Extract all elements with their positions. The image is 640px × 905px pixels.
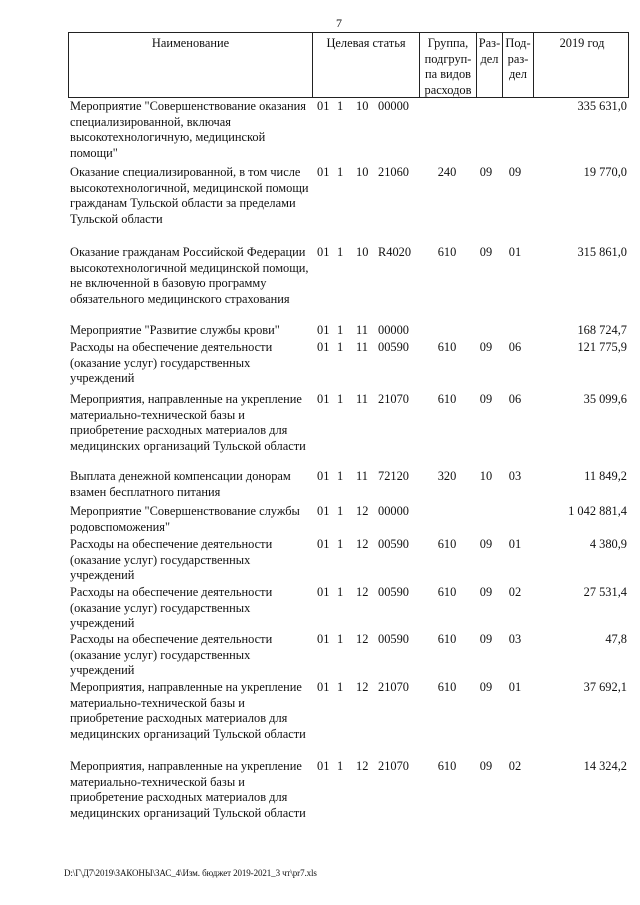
header-subsection: Под- раз- дел — [505, 36, 531, 81]
code-event: 12 — [356, 537, 369, 551]
amount-2019: 35 099,6 — [583, 392, 627, 406]
code-program: 01 — [317, 340, 330, 354]
amount-2019: 27 531,4 — [583, 585, 627, 599]
code-subprogram: 1 — [337, 99, 344, 113]
section-code: 09 — [479, 537, 493, 551]
code-subprogram: 1 — [337, 537, 344, 551]
row-name: Расходы на обеспечение деятельности (оказание услуг) государственных учреждений — [70, 632, 273, 677]
code-event: 11 — [356, 323, 368, 337]
expense-group: 610 — [437, 340, 457, 354]
code-subprogram: 1 — [337, 469, 344, 483]
code-event: 12 — [356, 632, 369, 646]
subsection-code: 02 — [508, 759, 522, 773]
subsection-code: 03 — [508, 469, 522, 483]
code-direction: 72120 — [378, 469, 409, 483]
code-event: 10 — [356, 99, 369, 113]
file-path-footer: D:\Г\Д7\2019\ЗАКОНЫ\ЗАС_4\Изм. бюджет 2019-2021_3 чт\pr7.xls — [64, 868, 317, 878]
code-subprogram: 1 — [337, 340, 344, 354]
amount-2019: 47,8 — [605, 632, 627, 646]
code-direction: 21060 — [378, 165, 409, 179]
code-program: 01 — [317, 504, 330, 518]
code-program: 01 — [317, 680, 330, 694]
expense-group: 610 — [437, 680, 457, 694]
code-event: 12 — [356, 680, 369, 694]
code-event: 11 — [356, 340, 368, 354]
code-program: 01 — [317, 759, 330, 773]
row-name: Мероприятия, направленные на укрепление материально-технической базы и приобретение расходных материалов для медицинских организаций Тульской области — [70, 759, 306, 820]
expense-group: 610 — [437, 245, 457, 259]
amount-2019: 1 042 881,4 — [568, 504, 627, 518]
code-direction: 21070 — [378, 392, 409, 406]
subsection-code: 03 — [508, 632, 522, 646]
header-name: Наименование — [151, 36, 230, 50]
section-code: 09 — [479, 632, 493, 646]
subsection-code: 02 — [508, 585, 522, 599]
code-subprogram: 1 — [337, 680, 344, 694]
code-direction: 21070 — [378, 759, 409, 773]
code-direction: R4020 — [378, 245, 412, 259]
section-code: 09 — [479, 585, 493, 599]
code-direction: 21070 — [378, 680, 409, 694]
code-program: 01 — [317, 392, 330, 406]
section-code: 10 — [479, 469, 493, 483]
subsection-code: 06 — [508, 340, 522, 354]
code-direction: 00000 — [378, 323, 409, 337]
code-subprogram: 1 — [337, 504, 344, 518]
code-event: 10 — [356, 165, 369, 179]
code-program: 01 — [317, 537, 330, 551]
expense-group: 610 — [437, 537, 457, 551]
section-code: 09 — [479, 392, 493, 406]
section-code: 09 — [479, 340, 493, 354]
row-name: Оказание гражданам Российской Федерации высокотехнологичной медицинской помощи, не включенной в базовую программу обязательного медицинского страхования — [70, 245, 309, 306]
row-name: Расходы на обеспечение деятельности (оказание услуг) государственных учреждений — [70, 585, 273, 630]
code-subprogram: 1 — [337, 165, 344, 179]
amount-2019: 315 861,0 — [577, 245, 627, 259]
section-code: 09 — [479, 245, 493, 259]
amount-2019: 168 724,7 — [577, 323, 627, 337]
code-program: 01 — [317, 632, 330, 646]
amount-2019: 11 849,2 — [584, 469, 627, 483]
amount-2019: 19 770,0 — [583, 165, 627, 179]
row-name: Мероприятие "Развитие службы крови" — [70, 323, 280, 337]
code-subprogram: 1 — [337, 759, 344, 773]
section-code: 09 — [479, 680, 493, 694]
subsection-code: 01 — [508, 680, 522, 694]
subsection-code: 01 — [508, 245, 522, 259]
row-name: Мероприятия, направленные на укрепление материально-технической базы и приобретение расходных материалов для медицинских организаций Тульской области — [70, 680, 306, 741]
code-subprogram: 1 — [337, 245, 344, 259]
code-event: 12 — [356, 585, 369, 599]
amount-2019: 335 631,0 — [577, 99, 627, 113]
row-name: Выплата денежной компенсации донорам взамен бесплатного питания — [70, 469, 291, 499]
code-direction: 00590 — [378, 340, 409, 354]
code-direction: 00000 — [378, 504, 409, 518]
expense-group: 610 — [437, 759, 457, 773]
header-year-2019: 2019 год — [559, 36, 605, 50]
subsection-code: 09 — [508, 165, 522, 179]
section-code: 09 — [479, 165, 493, 179]
amount-2019: 37 692,1 — [583, 680, 627, 694]
table-header — [68, 32, 629, 98]
code-event: 12 — [356, 759, 369, 773]
page-number: 7 — [336, 16, 342, 30]
row-name: Мероприятия, направленные на укрепление материально-технической базы и приобретение расходных материалов для медицинских организаций Тульской области — [70, 392, 306, 453]
expense-group: 240 — [437, 165, 457, 179]
expense-group: 610 — [437, 632, 457, 646]
code-program: 01 — [317, 99, 330, 113]
code-subprogram: 1 — [337, 585, 344, 599]
budget-table — [68, 32, 629, 820]
row-name: Мероприятие "Совершенствование оказания специализированной, включая высокотехнологичную, медицинской помощи" — [70, 99, 307, 160]
row-name: Расходы на обеспечение деятельности (оказание услуг) государственных учреждений — [70, 537, 273, 582]
code-program: 01 — [317, 469, 330, 483]
expense-group: 610 — [437, 585, 457, 599]
code-event: 11 — [356, 469, 368, 483]
header-expense-group: Группа, подгруп- па видов расходов — [424, 36, 472, 97]
expense-group: 320 — [437, 469, 457, 483]
code-subprogram: 1 — [337, 632, 344, 646]
code-event: 11 — [356, 392, 368, 406]
subsection-code: 06 — [508, 392, 522, 406]
header-section: Раз- дел — [478, 36, 501, 66]
code-direction: 00590 — [378, 537, 409, 551]
code-program: 01 — [317, 245, 330, 259]
section-code: 09 — [479, 759, 493, 773]
code-program: 01 — [317, 165, 330, 179]
code-program: 01 — [317, 323, 330, 337]
code-event: 10 — [356, 245, 369, 259]
header-target-article: Целевая статья — [326, 36, 406, 50]
expense-group: 610 — [437, 392, 457, 406]
row-name: Оказание специализированной, в том числе высокотехнологичной, медицинской помощи гражданам Тульской области за пределами Тульской области — [70, 165, 309, 226]
subsection-code: 01 — [508, 537, 522, 551]
amount-2019: 4 380,9 — [589, 537, 627, 551]
code-direction: 00590 — [378, 632, 409, 646]
code-subprogram: 1 — [337, 392, 344, 406]
code-program: 01 — [317, 585, 330, 599]
row-name: Расходы на обеспечение деятельности (оказание услуг) государственных учреждений — [70, 340, 273, 385]
row-name: Мероприятие "Совершенствование службы родовспоможения" — [70, 504, 300, 534]
amount-2019: 14 324,2 — [583, 759, 627, 773]
code-subprogram: 1 — [337, 323, 344, 337]
code-direction: 00000 — [378, 99, 409, 113]
code-event: 12 — [356, 504, 369, 518]
amount-2019: 121 775,9 — [577, 340, 627, 354]
code-direction: 00590 — [378, 585, 409, 599]
